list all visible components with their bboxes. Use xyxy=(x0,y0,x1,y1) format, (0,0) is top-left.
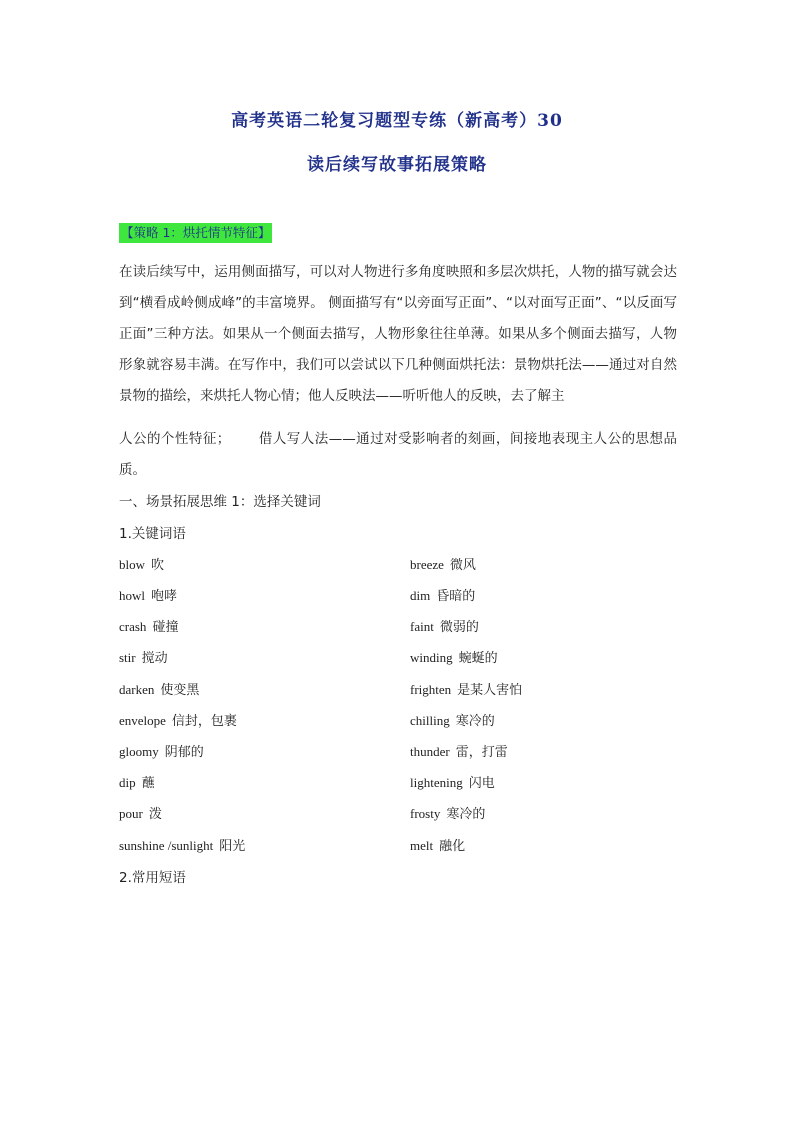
vocab-en: gloomy xyxy=(119,744,159,759)
vocab-en: pour xyxy=(119,806,143,821)
intro-paragraph-part2: 人公的个性特征； 借人写人法——通过对受影响者的刻画，间接地表现主人公的思想品质。 xyxy=(119,431,677,478)
vocab-en: crash xyxy=(119,619,147,634)
vocab-cn: 微弱的 xyxy=(439,620,479,635)
vocab-cn: 碰撞 xyxy=(152,620,179,635)
vocab-en: frosty xyxy=(410,806,441,821)
vocab-cn: 闪电 xyxy=(468,776,495,791)
vocab-row xyxy=(119,679,679,699)
vocab-row xyxy=(119,710,679,730)
vocab-en: dim xyxy=(410,588,431,603)
vocab-cn: 信封，包裹 xyxy=(171,714,237,729)
vocab-cn: 吹 xyxy=(151,558,165,573)
vocab-en: howl xyxy=(119,588,145,603)
section-heading: 一、场景拓展思维 1：选择关键词 xyxy=(119,494,321,510)
document-subtitle: 读后续写故事拓展策略 xyxy=(307,155,487,175)
phrases-subheading: 2.常用短语 xyxy=(119,870,186,886)
vocab-cn: 泼 xyxy=(148,807,162,822)
vocab-cn: 微风 xyxy=(449,558,476,573)
vocab-en: stir xyxy=(119,650,136,665)
vocab-cn: 寒冷的 xyxy=(446,807,486,822)
vocab-row xyxy=(119,741,679,761)
vocab-cn: 阴郁的 xyxy=(164,745,204,760)
vocab-row xyxy=(119,616,679,636)
vocab-row xyxy=(119,803,679,823)
vocab-en: chilling xyxy=(410,713,450,728)
vocab-cn: 蘸 xyxy=(141,776,155,791)
vocab-cn: 昏暗的 xyxy=(436,589,476,604)
vocab-cn: 融化 xyxy=(439,839,466,854)
vocab-row xyxy=(119,554,679,574)
vocab-row xyxy=(119,647,679,667)
intro-paragraph-part1: 在读后续写中，运用侧面描写，可以对人物进行多角度映照和多层次烘托，人物的描写就会达到“横看成岭侧成峰”的丰富境界。 侧面描写有“以旁面写正面”、“以对面写正面”、“以反面写正面”三种方法。如果从一个侧面去描写，人物形象往往单薄。如果从多个侧面去描写，人物形象就容易丰满。在写作中，我们可以尝试以下几种侧面烘托法：景物烘托法——通过对自然景物的描绘，来烘托人物心情；他人反映法——听听他人的反映，去了解主 xyxy=(119,264,677,404)
vocab-en: blow xyxy=(119,557,145,572)
vocab-cn: 搅动 xyxy=(141,651,168,666)
vocab-en: thunder xyxy=(410,744,450,759)
vocab-en: dip xyxy=(119,775,136,790)
keywords-subheading: 1.关键词语 xyxy=(119,526,186,542)
vocab-cn: 雷，打雷 xyxy=(455,745,508,760)
vocab-en: sunshine /sunlight xyxy=(119,838,214,853)
vocab-en: faint xyxy=(410,619,434,634)
vocab-en: lightening xyxy=(410,775,463,790)
vocab-cn: 寒冷的 xyxy=(455,714,495,729)
document-title: 高考英语二轮复习题型专练（新高考）30 xyxy=(231,111,563,131)
vocab-en: breeze xyxy=(410,557,444,572)
vocab-row xyxy=(119,835,679,855)
vocab-cn: 使变黑 xyxy=(160,683,200,698)
strategy-tag: 【策略 1：烘托情节特征】 xyxy=(119,223,272,243)
vocab-row xyxy=(119,772,679,792)
vocab-row xyxy=(119,585,679,605)
vocab-en: darken xyxy=(119,682,155,697)
vocab-cn: 蜿蜒的 xyxy=(458,651,498,666)
vocab-cn: 咆哮 xyxy=(151,589,178,604)
vocab-cn: 是某人害怕 xyxy=(457,683,523,698)
vocab-en: frighten xyxy=(410,682,452,697)
vocab-en: envelope xyxy=(119,713,166,728)
vocab-en: winding xyxy=(410,650,453,665)
vocab-en: melt xyxy=(410,838,434,853)
vocab-cn: 阳光 xyxy=(219,839,246,854)
